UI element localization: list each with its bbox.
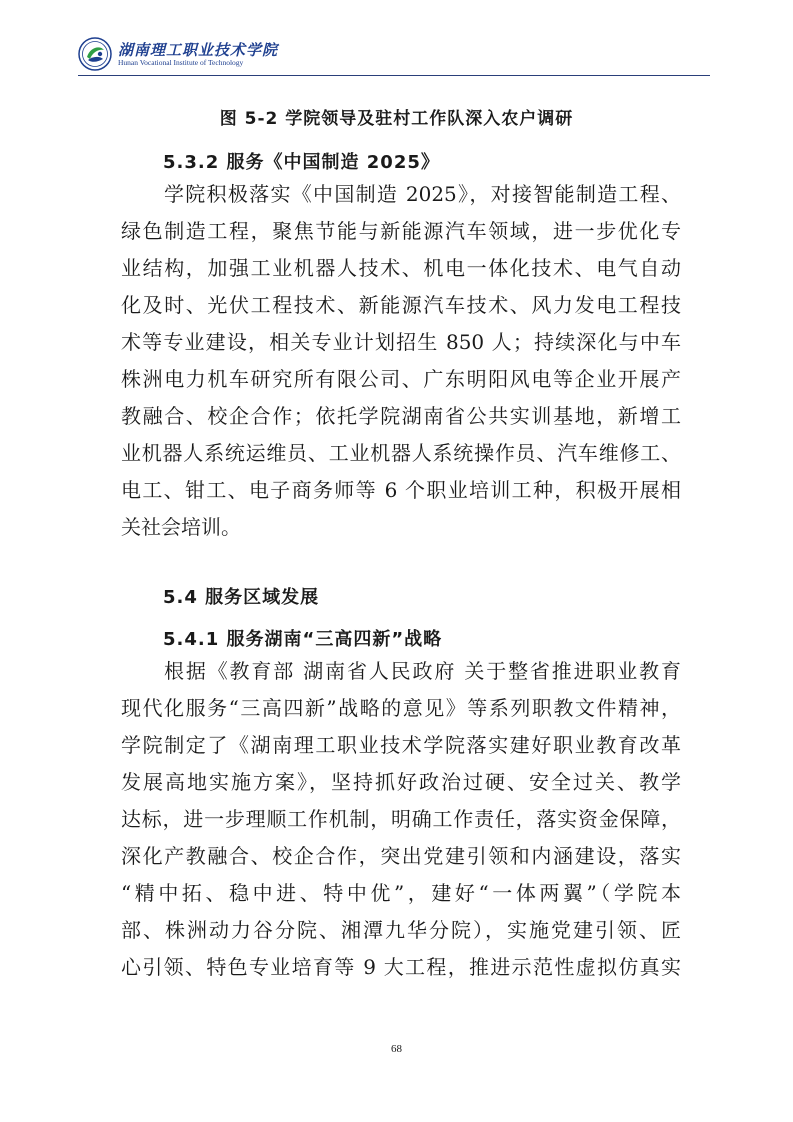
paragraph-line: 心引领、特色专业培育等 9 大工程，推进示范性虚拟仿真实 [121, 955, 681, 979]
paragraph-manufacturing-2025 [121, 176, 681, 546]
school-name: 湖南理工职业技术学院 [118, 41, 279, 59]
paragraph-three-highs-four-news [121, 653, 681, 986]
section-heading-5-4: 5.4 服务区域发展 [163, 587, 320, 608]
paragraph-line: 电工、钳工、电子商务师等 6 个职业培训工种，积极开展相 [121, 478, 681, 502]
paragraph-line: 达标，进一步理顺工作机制，明确工作责任，落实资金保障， [121, 807, 681, 831]
header-divider [78, 75, 710, 76]
section-heading-5-3-2: 5.3.2 服务《中国制造 2025》 [163, 152, 440, 173]
paragraph-line: 业结构，加强工业机器人技术、机电一体化技术、电气自动 [121, 256, 681, 280]
paragraph-line: 绿色制造工程，聚焦节能与新能源汽车领域，进一步优化专 [121, 219, 681, 243]
paragraph-line: 深化产教融合、校企合作，突出党建引领和内涵建设，落实 [121, 844, 681, 868]
paragraph-line: 学院积极落实《中国制造 2025》，对接智能制造工程、 [164, 182, 681, 206]
paragraph-line: 化及时、光伏工程技术、新能源汽车技术、风力发电工程技 [121, 293, 681, 317]
paragraph-line: 现代化服务“三高四新”战略的意见》等系列职教文件精神， [121, 696, 681, 720]
paragraph-line: 部、株洲动力谷分院、湘潭九华分院），实施党建引领、匠 [121, 918, 681, 942]
paragraph-line: 教融合、校企合作；依托学院湖南省公共实训基地，新增工 [121, 404, 681, 428]
section-heading-5-4-1: 5.4.1 服务湖南“三高四新”战略 [163, 629, 443, 650]
paragraph-line: 发展高地实施方案》，坚持抓好政治过硬、安全过关、教学 [121, 770, 681, 794]
paragraph-line: “精中拓、稳中进、特中优”，建好“一体两翼”（学院本 [121, 881, 681, 905]
school-emblem-icon [78, 37, 112, 71]
paragraph-line: 根据《教育部 湖南省人民政府 关于整省推进职业教育 [164, 659, 681, 683]
page-header [78, 36, 710, 74]
paragraph-line: 术等专业建设，相关专业计划招生 850 人；持续深化与中车 [121, 330, 681, 354]
paragraph-line: 株洲电力机车研究所有限公司、广东明阳风电等企业开展产 [121, 367, 681, 391]
figure-caption: 图 5-2 学院领导及驻村工作队深入农户调研 [219, 109, 574, 129]
paragraph-line: 业机器人系统运维员、工业机器人系统操作员、汽车维修工、 [121, 441, 681, 465]
paragraph-line: 关社会培训。 [121, 515, 241, 539]
school-name-english: Hunan Vocational Institute of Technology [118, 58, 244, 67]
paragraph-line: 学院制定了《湖南理工职业技术学院落实建好职业教育改革 [121, 733, 681, 757]
page-number: 68 [391, 1043, 402, 1055]
